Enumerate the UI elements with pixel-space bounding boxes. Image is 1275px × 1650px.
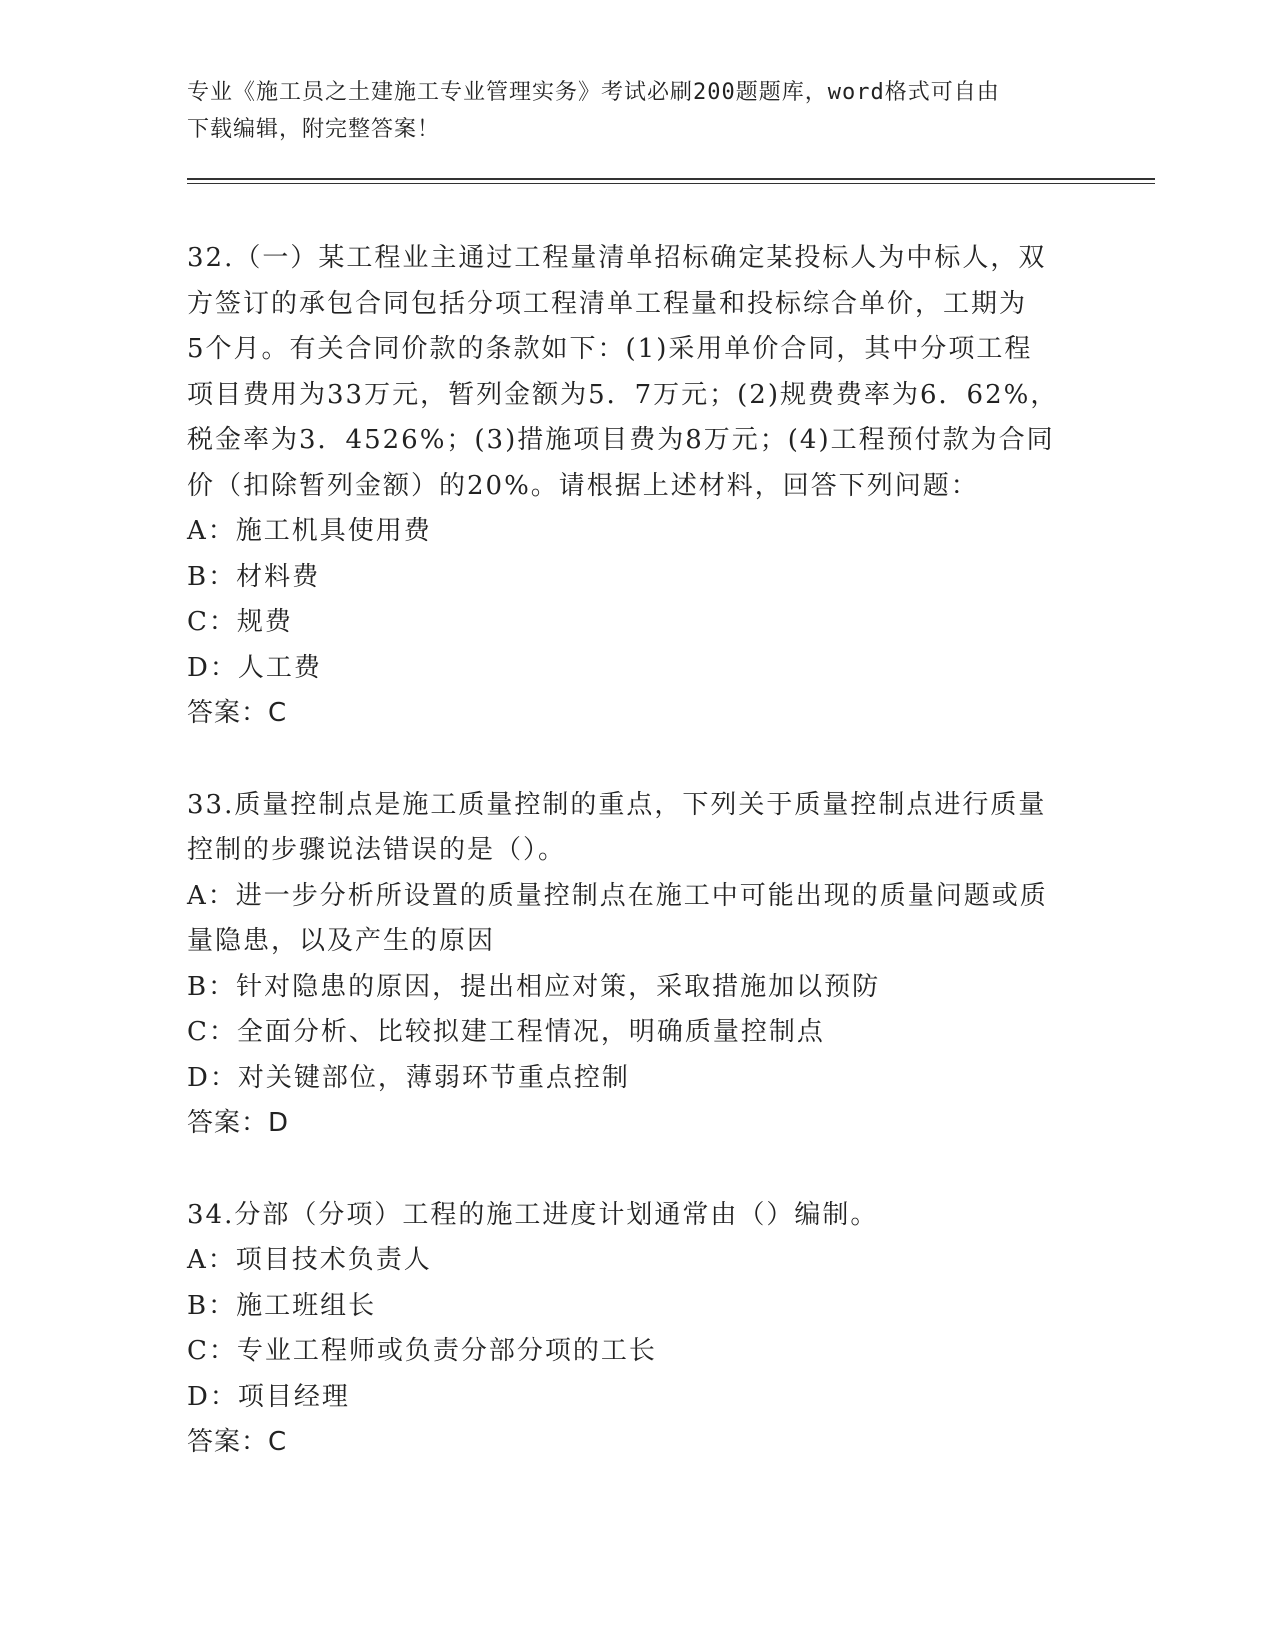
question-stem-line: 33.质量控制点是施工质量控制的重点，下列关于质量控制点进行质量 bbox=[187, 789, 1047, 820]
question-33 bbox=[187, 783, 1087, 1147]
option-c: C：全面分析、比较拟建工程情况，明确质量控制点 bbox=[187, 1017, 825, 1047]
header-divider-thick bbox=[187, 178, 1155, 180]
option-c: C：规费 bbox=[187, 607, 293, 637]
question-stem-line: 34.分部（分项）工程的施工进度计划通常由（）编制。 bbox=[187, 1199, 879, 1230]
option-a: A：项目技术负责人 bbox=[187, 1245, 432, 1275]
answer: 答案：C bbox=[187, 698, 288, 728]
option-d: D：人工费 bbox=[187, 652, 322, 683]
option-d: D：对关键部位，薄弱环节重点控制 bbox=[187, 1062, 630, 1093]
question-stem-line: 方签订的承包合同包括分项工程清单工程量和投标综合单价，工期为 bbox=[187, 288, 1028, 319]
option-d: D：项目经理 bbox=[187, 1381, 350, 1412]
question-stem-line: 价（扣除暂列金额）的20%。请根据上述材料，回答下列问题： bbox=[187, 470, 979, 501]
question-stem-line: 5个月。有关合同价款的条款如下：(1)采用单价合同，其中分项工程 bbox=[187, 334, 1033, 364]
question-list bbox=[187, 236, 1087, 1512]
option-b: B：针对隐患的原因，提出相应对策，采取措施加以预防 bbox=[187, 971, 881, 1002]
answer: 答案：C bbox=[187, 1427, 288, 1457]
header-line-1: 专业《施工员之土建施工专业管理实务》考试必刷200题题库，word格式可自由 bbox=[187, 80, 1000, 105]
option-a-continued: 量隐患，以及产生的原因 bbox=[187, 926, 496, 956]
question-stem-line: 控制的步骤说法错误的是（）。 bbox=[187, 835, 567, 865]
header-line-2: 下载编辑，附完整答案！ bbox=[187, 117, 441, 142]
question-32 bbox=[187, 236, 1087, 737]
question-stem-line: 项目费用为33万元，暂列金额为5．7万元；(2)规费费率为6．62%， bbox=[187, 379, 1059, 410]
option-c: C：专业工程师或负责分部分项的工长 bbox=[187, 1336, 657, 1366]
question-stem-line: 32.（一）某工程业主通过工程量清单招标确定某投标人为中标人，双 bbox=[187, 243, 1047, 273]
answer: 答案：D bbox=[187, 1108, 290, 1138]
option-a: A：施工机具使用费 bbox=[187, 516, 432, 546]
option-b: B：材料费 bbox=[187, 561, 321, 592]
question-34 bbox=[187, 1193, 1087, 1466]
document-header bbox=[187, 74, 1067, 148]
option-a: A：进一步分析所设置的质量控制点在施工中可能出现的质量问题或质 bbox=[187, 880, 1048, 911]
question-stem-line: 税金率为3．4526%；(3)措施项目费为8万元；(4)工程预付款为合同 bbox=[187, 425, 1055, 455]
option-b: B：施工班组长 bbox=[187, 1290, 377, 1321]
header-divider-thin bbox=[187, 183, 1155, 184]
